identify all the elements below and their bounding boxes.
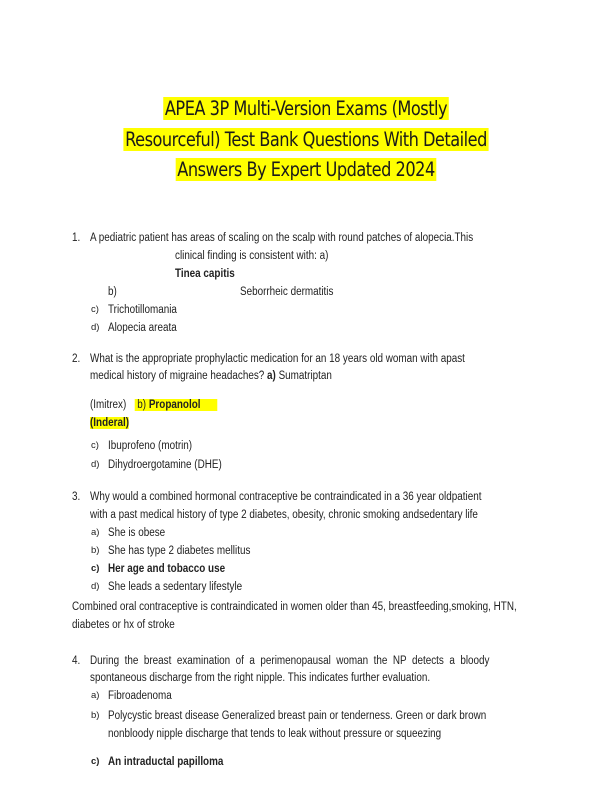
- question-1-option-c: Trichotillomania: [108, 304, 177, 316]
- question-2-option-a-cont: (Imitrex) b) Propanolol: [90, 398, 217, 412]
- question-2-option-b-highlight: [135, 399, 217, 411]
- question-4-option-b-line-2: nonbloody nipple discharge that tends to leak without pressure or squeezing: [108, 728, 442, 740]
- question-3-text-line-1: Why would a combined hormonal contraceptive be contraindicated in a 36 year oldpatient: [90, 491, 482, 503]
- question-2-option-c-label: c): [91, 440, 99, 451]
- question-4-text-line-2: spontaneous discharge from the right nipple. This indicates further evaluation.: [90, 672, 431, 684]
- question-3-text-line-2: with a past medical history of type 2 diabetes, obesity, chronic smoking andsedentary life: [90, 509, 478, 521]
- question-1-option-b: Seborrheic dermatitis: [240, 286, 334, 298]
- question-4-option-b-label: b): [91, 710, 100, 721]
- question-2-option-d: Dihydroergotamine (DHE): [108, 459, 222, 471]
- question-3-number: 3.: [72, 491, 81, 503]
- question-3-rationale-line-2: diabetes or hx of stroke: [72, 619, 175, 631]
- question-1-answer-a: Tinea capitis: [175, 268, 235, 280]
- question-3-option-a: She is obese: [108, 527, 166, 539]
- question-1-option-d: Alopecia areata: [108, 322, 177, 334]
- question-3-option-b: She has type 2 diabetes mellitus: [108, 545, 251, 557]
- title-line-3: Answers By Expert Updated 2024: [177, 158, 435, 181]
- question-4-text-line-1: During the breast examination of a perimenopausal woman the NP detects a bloody: [90, 655, 490, 667]
- question-3-rationale-line-1: Combined oral contraceptive is contraindicated in women older than 45, breastfeeding,smoking, HTN,: [72, 601, 517, 613]
- question-2-text-line-2: medical history of migraine headaches? a) Sumatriptan: [90, 370, 332, 382]
- question-1-text-line-1: A pediatric patient has areas of scaling on the scalp with round patches of alopecia.This: [90, 232, 474, 244]
- question-4-option-c-label: c): [91, 756, 100, 767]
- question-4-option-c: An intraductal papilloma: [108, 756, 224, 768]
- question-4-option-a: Fibroadenoma: [108, 690, 172, 702]
- question-4-number: 4.: [72, 655, 81, 667]
- question-1-option-d-label: d): [91, 322, 100, 333]
- question-2-option-c: Ibuprofeno (motrin): [108, 440, 193, 452]
- question-1-number: 1.: [72, 232, 81, 244]
- question-2-option-d-label: d): [91, 459, 100, 470]
- question-1-option-b-label: b): [108, 286, 117, 298]
- question-3-option-b-label: b): [91, 545, 100, 556]
- title-line-2: Resourceful) Test Bank Questions With Detailed: [125, 127, 487, 151]
- question-2-number: 2.: [72, 353, 81, 365]
- question-3-option-a-label: a): [91, 527, 100, 538]
- question-4-option-a-label: a): [91, 690, 100, 701]
- title-line-1: APEA 3P Multi-Version Exams (Mostly: [164, 97, 448, 120]
- question-4-option-b-line-1: Polycystic breast disease Generalized breast pain or tenderness. Green or dark brown: [108, 710, 487, 722]
- page-title: [102, 94, 510, 186]
- question-3-option-d-label: d): [91, 581, 100, 592]
- question-2-option-b-label: b): [137, 399, 147, 411]
- question-3-option-d: She leads a sedentary lifestyle: [108, 581, 243, 593]
- question-3-option-c: Her age and tobacco use: [108, 563, 226, 575]
- question-2-option-b-cont: (Inderal): [90, 417, 130, 429]
- question-2-text-line-1: What is the appropriate prophylactic medication for an 18 years old woman with apast: [90, 353, 465, 365]
- question-3-option-c-label: c): [91, 563, 100, 574]
- question-1-text-line-2: clinical finding is consistent with: a): [175, 250, 329, 262]
- question-2-option-a: Sumatriptan: [278, 370, 332, 382]
- question-1-option-c-label: c): [91, 304, 99, 315]
- question-2-option-a-label: a): [267, 370, 276, 382]
- question-2-option-b: Propanolol: [148, 399, 201, 411]
